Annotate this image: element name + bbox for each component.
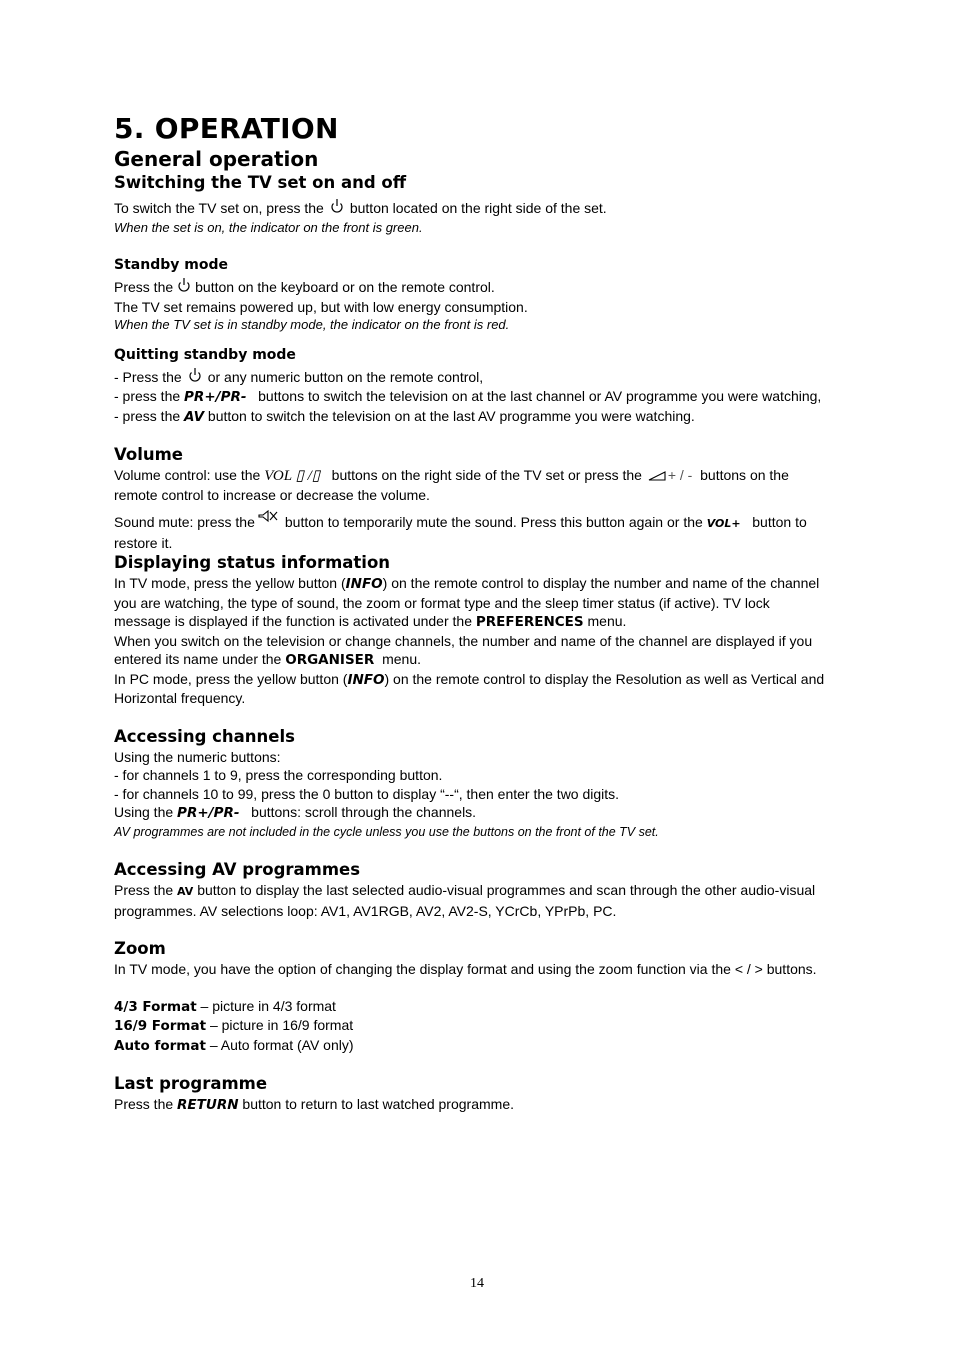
chapter-title: 5. OPERATION [114,112,339,145]
heading-zoom: Zoom [114,939,166,958]
standby-line-2: The TV set remains powered up, but with low energy consumption. [114,298,528,315]
quitting-line-3: - press the AV button to switch the television on at the last AV programme you were watching. [114,407,695,425]
channels-line-1: Using the numeric buttons: [114,748,281,765]
zoom-format-auto: Auto format – Auto format (AV only) [114,1036,354,1054]
switching-text: To switch the TV set on, press the button located on the right side of the set. [114,198,830,219]
section-general-operation: General operation [114,147,319,171]
zoom-line-1: In TV mode, you have the option of changing the display format and using the zoom function via the < / > buttons. [114,961,817,977]
heading-last-programme: Last programme [114,1074,268,1093]
zoom-format-43: 4/3 Format – picture in 4/3 format [114,997,336,1015]
volume-ramp-icon [648,467,666,486]
standby-line-1: Press the button on the keyboard or on the remote control. [114,277,830,298]
channels-note: AV programmes are not included in the cycle unless you use the buttons on the front of the TV set. [114,824,659,839]
volume-line-1: Volume control: use the VOL ▯ /▯ buttons on the right side of the TV set or press the + / - buttons on the remote control to increase or decrease the volume. [114,467,789,503]
standby-note: When the TV set is in standby mode, the indicator on the front is red. [114,317,510,332]
av-line-1: Press the AV button to display the last selected audio-visual programmes and scan through the other audio-visual programmes. AV selections loop: AV1, AV1RGB, AV2, AV2-S, YCrCb, YPrPb, PC. [114,882,816,919]
status-line-3: In PC mode, press the yellow button (INFO) on the remote control to display the Resolution as well as Vertical and Horizontal frequency. [114,670,825,706]
heading-status-info: Displaying status information [114,553,391,572]
left-right-arrow-icons: < / > [734,961,763,977]
channels-line-4: Using the PR+/PR- buttons: scroll through the channels. [114,804,477,821]
page-content [114,112,830,1115]
status-line-1: In TV mode, press the yellow button (INFO) on the remote control to display the number and name of the channel you are watching, the type of sound, the zoom or format type and the sleep timer status (if active). TV lock message is displayed if the function is activated under the PREFERENCES menu. [114,575,820,630]
heading-accessing-av: Accessing AV programmes [114,860,361,879]
heading-switching: Switching the TV set on and off [114,173,407,192]
power-icon [188,367,202,388]
heading-volume: Volume [114,445,183,464]
zoom-format-169: 16/9 Format – picture in 16/9 format [114,1017,354,1034]
status-line-2: When you switch on the television or change channels, the number and name of the channel are displayed if you entered its name under the ORGANISER menu. [114,632,813,668]
page-number: 14 [470,1276,484,1291]
switching-note: When the set is on, the indicator on the front is green. [114,219,423,235]
mute-icon [257,510,279,529]
heading-accessing-channels: Accessing channels [114,726,295,746]
last-line-1: Press the RETURN button to return to last watched programme. [114,1096,514,1113]
quitting-line-1: - Press the or any numeric button on the remote control, [114,367,830,388]
channels-line-3: - for channels 10 to 99, press the 0 button to display “--“, then enter the two digits. [114,785,620,802]
channels-line-2: - for channels 1 to 9, press the corresponding button. [114,767,443,783]
power-icon [330,198,344,219]
heading-standby: Standby mode [114,257,228,273]
heading-quitting-standby: Quitting standby mode [114,346,296,363]
power-icon [177,277,191,298]
quitting-line-2: - press the PR+/PR- buttons to switch the television on at the last channel or AV programme you were watching, [114,388,822,405]
volume-line-2: Sound mute: press the button to temporarily mute the sound. Press this button again or the VOL+ button to restore it. [114,510,830,552]
